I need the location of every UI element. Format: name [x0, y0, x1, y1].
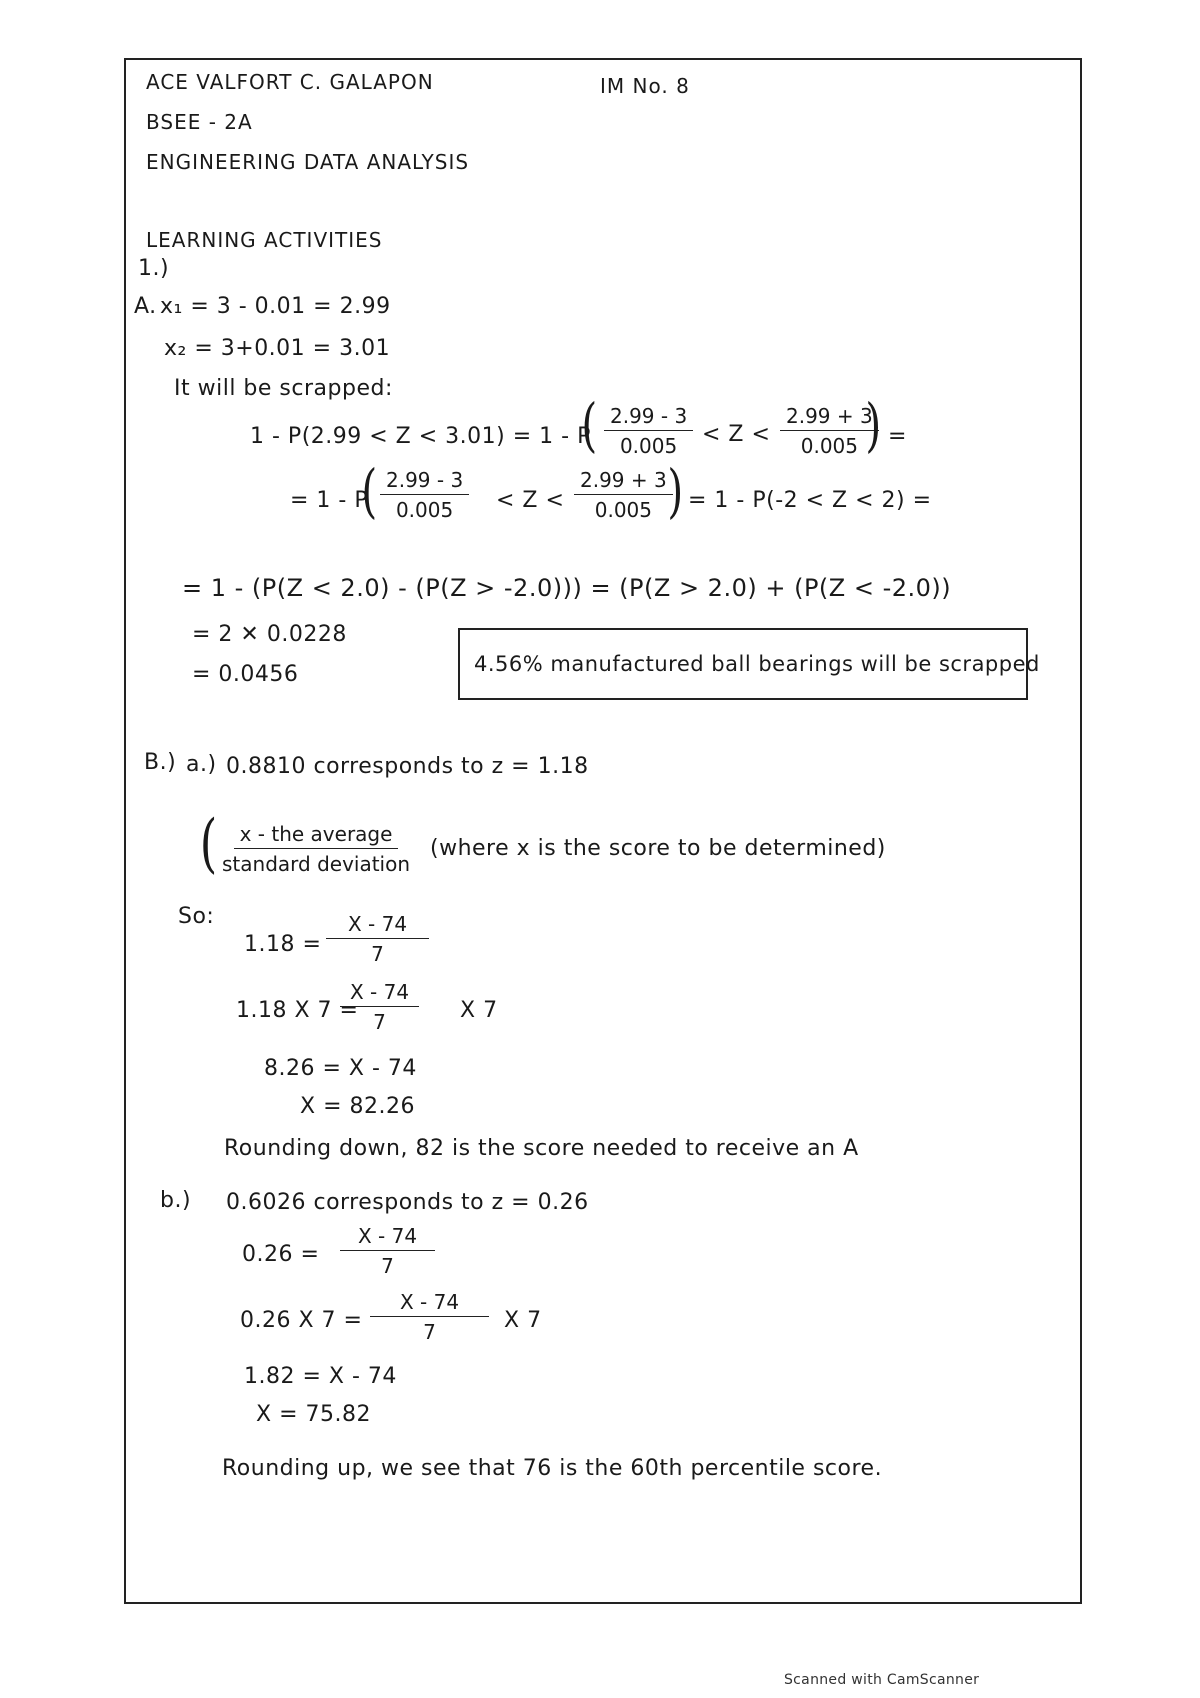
line2-f2-den: 0.005 — [594, 498, 652, 522]
line2-f1-num: 2.99 - 3 — [380, 468, 469, 495]
line1-open-paren: ( — [581, 391, 598, 459]
b-eq2-fraction — [370, 1290, 489, 1344]
b-eq1-fraction — [340, 1224, 435, 1278]
line1-fraction-2 — [780, 404, 879, 458]
line3-equation: = 1 - (P(Z < 2.0) - (P(Z > -2.0))) = (P(Z > 2.0) + (P(Z < -2.0)) — [182, 574, 952, 602]
line2-close-paren: ) — [667, 457, 684, 525]
line1-mid: < Z < — [702, 422, 771, 447]
line1-f1-num: 2.99 - 3 — [604, 404, 693, 431]
line5-equation: = 0.0456 — [192, 662, 299, 687]
b-eq1-num: X - 74 — [340, 1224, 435, 1251]
im-number: IM No. 8 — [600, 74, 690, 98]
a-eq1-fraction — [326, 912, 429, 966]
scrapped-intro: It will be scrapped: — [174, 376, 393, 401]
student-section: BSEE - 2A — [146, 110, 253, 134]
a-eq2-num: X - 74 — [340, 980, 419, 1007]
z-formula-num: x - the average — [234, 822, 399, 849]
line1-f2-den: 0.005 — [800, 434, 858, 458]
b-eq4: X = 75.82 — [256, 1402, 371, 1427]
z-formula — [222, 822, 410, 876]
a-eq2-lhs: 1.18 X 7 = — [236, 998, 359, 1023]
line2-fraction-1 — [380, 468, 469, 522]
a-eq4: X = 82.26 — [300, 1094, 415, 1119]
part-b-label: B.) — [144, 750, 177, 775]
line2-f2-num: 2.99 + 3 — [574, 468, 673, 495]
a-eq1-num: X - 74 — [326, 912, 429, 939]
a-eq1-den: 7 — [371, 942, 384, 966]
a-eq2-fraction — [340, 980, 419, 1034]
a-eq2-rhs: X 7 — [460, 998, 498, 1023]
a-eq2-den: 7 — [373, 1010, 386, 1034]
x2-equation: x₂ = 3+0.01 = 3.01 — [164, 336, 391, 361]
scanner-watermark: Scanned with CamScanner — [784, 1672, 980, 1688]
z-formula-den: standard deviation — [222, 852, 411, 876]
item-1-label: 1.) — [138, 256, 170, 281]
student-name: ACE VALFORT C. GALAPON — [146, 70, 434, 94]
line1-f1-den: 0.005 — [619, 434, 678, 458]
formula-note: (where x is the score to be determined) — [430, 836, 886, 861]
line2-f1-den: 0.005 — [395, 498, 454, 522]
line2-open-paren: ( — [361, 457, 378, 525]
answer-box — [458, 628, 1040, 700]
line1-f2-num: 2.99 + 3 — [780, 404, 879, 431]
part-b-b-label: b.) — [160, 1188, 192, 1213]
x1-equation: x₁ = 3 - 0.01 = 2.99 — [160, 294, 391, 319]
a-correspondence: 0.8810 corresponds to z = 1.18 — [226, 754, 589, 779]
line1-lhs: 1 - P(2.99 < Z < 3.01) = 1 - P — [250, 424, 591, 449]
line1-fraction-1 — [604, 404, 693, 458]
a-eq3: 8.26 = X - 74 — [264, 1056, 417, 1081]
b-eq2-num: X - 74 — [370, 1290, 489, 1317]
answer-text: 4.56% manufactured ball bearings will be scrapped — [474, 652, 1040, 676]
part-b-a-label: a.) — [186, 752, 217, 777]
b-eq2-den: 7 — [423, 1320, 436, 1344]
line2-lhs: = 1 - P — [290, 488, 369, 513]
line2-mid: < Z < — [496, 488, 565, 513]
b-eq1-lhs: 0.26 = — [242, 1242, 320, 1267]
part-a-label: A. — [134, 294, 157, 319]
b-conclusion: Rounding up, we see that 76 is the 60th percentile score. — [222, 1456, 883, 1481]
b-correspondence: 0.6026 corresponds to z = 0.26 — [226, 1190, 589, 1215]
course-title: ENGINEERING DATA ANALYSIS — [146, 150, 470, 174]
b-eq1-den: 7 — [381, 1254, 394, 1278]
a-eq1-lhs: 1.18 = — [244, 932, 322, 957]
line2-fraction-2 — [574, 468, 673, 522]
b-eq2-rhs: X 7 — [504, 1308, 542, 1333]
b-eq3: 1.82 = X - 74 — [244, 1364, 397, 1389]
a-conclusion: Rounding down, 82 is the score needed to receive an A — [224, 1136, 859, 1161]
so-label: So: — [178, 904, 215, 929]
line1-end: = — [888, 424, 907, 449]
line4-equation: = 2 ✕ 0.0228 — [192, 622, 347, 647]
line2-end: = 1 - P(-2 < Z < 2) = — [688, 488, 932, 513]
formula-open-paren: ( — [199, 807, 218, 881]
b-eq2-lhs: 0.26 X 7 = — [240, 1308, 363, 1333]
activities-title: LEARNING ACTIVITIES — [146, 228, 383, 252]
line1-close-paren: ) — [865, 391, 882, 459]
